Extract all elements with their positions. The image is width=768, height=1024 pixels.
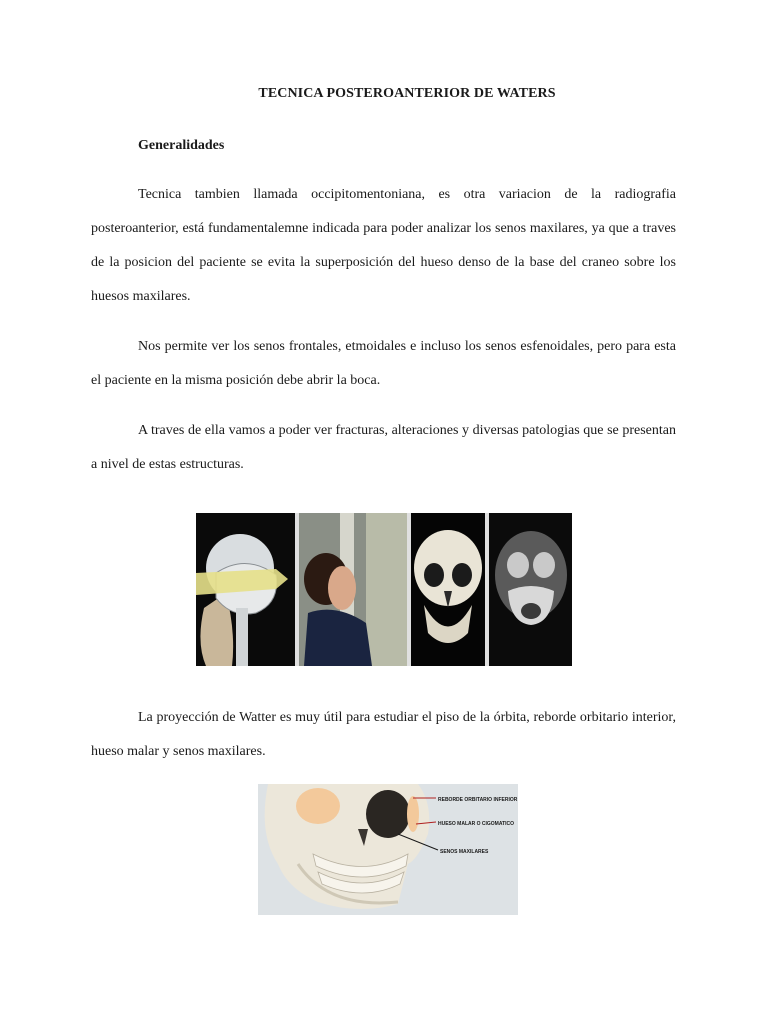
paragraph-1: Tecnica tambien llamada occipitomentoniana, es otra variacion de la radiografia posteroanterior, está fundamentalemne indicada para poder analizar los senos maxilares, ya que a traves de la posicion del paciente se evita la superposición del hueso denso de la base del craneo sobre los huesos maxilares.: [91, 187, 676, 304]
paragraph-3: A traves de ella vamos a poder ver fracturas, alteraciones y diversas patologias que se presentan a nivel de estas estructuras.: [91, 423, 676, 472]
annotation-label-1: REBORDE ORBITARIO INFERIOR: [438, 797, 518, 803]
panel-lateral-skull-diagram: [196, 513, 295, 666]
panel-skull-photo: [411, 513, 485, 666]
figure-waters-technique-strip: [196, 513, 572, 666]
figure-strip-svg: [196, 513, 572, 666]
annotation-label-2: HUESO MALAR O CIGOMATICO: [438, 821, 515, 827]
paragraph-4: La proyección de Watter es muy útil para estudiar el piso de la órbita, reborde orbitario interior, hueso malar y senos maxilares.: [91, 710, 676, 759]
section-heading: Generalidades: [138, 138, 225, 153]
skull-annotated-svg: [258, 784, 518, 915]
page-title: TECNICA POSTEROANTERIOR DE WATERS: [258, 86, 556, 101]
annotation-label-3: SENOS MAXILARES: [440, 849, 489, 855]
panel-patient-photo: [299, 513, 407, 666]
figure-skull-annotated: [258, 784, 518, 915]
panel-waters-radiograph: [489, 513, 572, 666]
paragraph-2: Nos permite ver los senos frontales, etmoidales e incluso los senos esfenoidales, pero para esta el paciente en la misma posición debe abrir la boca.: [91, 339, 676, 388]
